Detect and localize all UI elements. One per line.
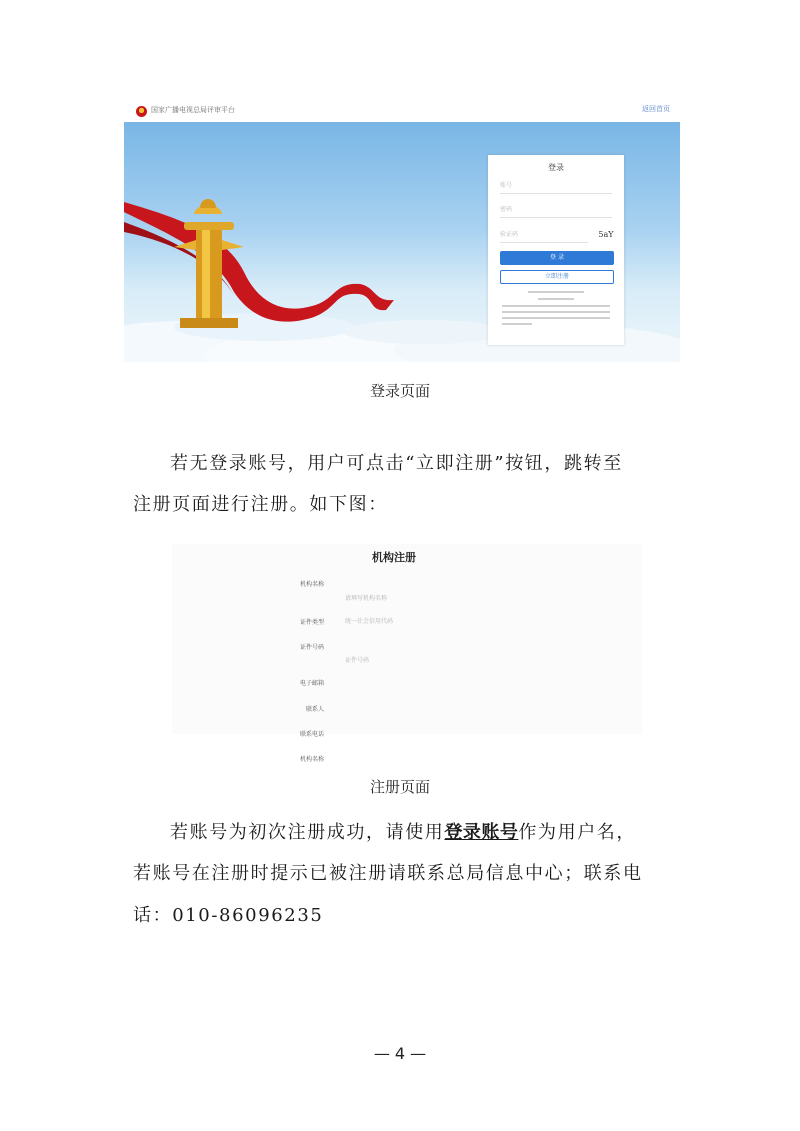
national-emblem-icon xyxy=(136,106,147,117)
paragraph1-line1: 若无登录账号，用户可点击“立即注册”按钮，跳转至 xyxy=(170,453,623,474)
label-email: 电子邮箱 xyxy=(299,680,324,687)
label-phone: 联系电话 xyxy=(299,731,324,738)
label-id-type: 证件类型 xyxy=(299,619,324,626)
label-org-name: 机构名称 xyxy=(299,581,324,588)
label-org-name-2: 机构名称 xyxy=(299,756,324,763)
login-card-title: 登录 xyxy=(548,163,564,172)
notice-line xyxy=(502,323,532,325)
paragraph2-text-b: 作为用户名， xyxy=(518,822,637,843)
login-banner xyxy=(124,122,680,362)
login-button[interactable]: 登 录 xyxy=(500,251,614,265)
captcha-image[interactable]: 5aY xyxy=(598,230,614,239)
page-number: — 4 — xyxy=(373,1044,427,1063)
register-form-background xyxy=(172,544,642,734)
site-header xyxy=(124,100,680,122)
paragraph1-line2: 注册页面进行注册。如下图： xyxy=(133,494,388,515)
login-page-screenshot xyxy=(124,100,680,362)
home-link[interactable]: 返回首页 xyxy=(642,105,670,113)
login-card xyxy=(488,155,624,345)
login-caption: 登录页面 xyxy=(369,382,430,400)
paragraph2-line3: 话：010-86096235 xyxy=(133,905,324,926)
id-number-input[interactable]: 证件号码 xyxy=(345,657,370,664)
username-field[interactable]: 账号 xyxy=(500,179,612,194)
site-title: 国家广播电视总局评审平台 xyxy=(151,106,235,114)
label-contact: 联系人 xyxy=(305,706,324,713)
notice-line xyxy=(502,305,610,307)
register-page-screenshot xyxy=(144,538,644,763)
register-button[interactable]: 立即注册 xyxy=(500,270,614,284)
captcha-field[interactable]: 验证码 xyxy=(500,228,588,243)
register-caption: 注册页面 xyxy=(369,778,430,796)
notice-line xyxy=(528,291,584,293)
label-id-number: 证件号码 xyxy=(299,644,324,651)
login-account-emphasis: 登录账号 xyxy=(444,822,519,843)
paragraph2-line2: 若账号在注册时提示已被注册请联系总局信息中心；联系电 xyxy=(133,863,643,884)
register-title: 机构注册 xyxy=(372,551,416,564)
password-field[interactable]: 密码 xyxy=(500,203,612,218)
notice-line xyxy=(502,311,610,313)
notice-line xyxy=(502,317,610,319)
paragraph2-line1 xyxy=(170,818,636,844)
paragraph2-text-a: 若账号为初次注册成功，请使用 xyxy=(170,822,445,843)
org-name-input[interactable]: 请填写机构名称 xyxy=(345,595,388,602)
id-type-select[interactable]: 统一社会信用代码 xyxy=(345,618,394,625)
notice-line xyxy=(538,298,574,300)
